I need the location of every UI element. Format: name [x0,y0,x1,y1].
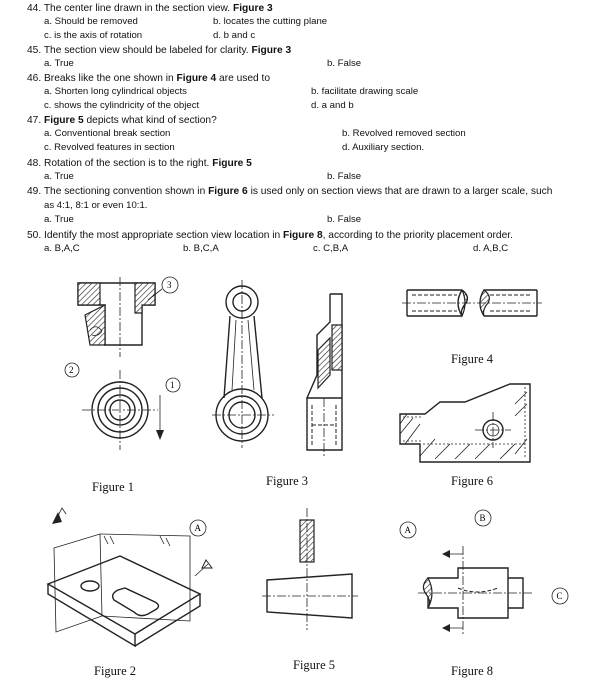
marker-2-label: 2 [69,365,74,375]
figure-1-drawing [60,275,180,465]
figure-5-drawing [262,508,362,633]
question-text: The center line drawn in the section view. [43,3,231,14]
option-50a[interactable]: a. B,A,C [44,243,80,254]
option-50c[interactable]: c. C,B,A [313,243,349,254]
question-47: 47. Figure 5 depicts what kind of section? [27,115,217,126]
option-47a[interactable]: a. Conventional break section [44,128,171,139]
option-44b[interactable]: b. locates the cutting plane [213,16,328,27]
option-46b[interactable]: b. facilitate drawing scale [311,86,419,97]
figure-6-caption: Figure 6 [451,474,494,488]
marker-3-label: 3 [167,280,172,290]
option-44d[interactable]: d. b and c [213,30,256,41]
figure-4-drawing [402,284,542,324]
option-46a[interactable]: a. Shorten long cylindrical objects [44,86,187,97]
marker-A-fig8-label: A [404,525,411,535]
figure-2-drawing [40,506,220,656]
question-48: 48. Rotation of the section is to the right. Figure 5 [27,158,252,169]
option-44c[interactable]: c. is the axis of rotation [44,30,143,41]
option-47c[interactable]: c. Revolved features in section [44,142,175,153]
option-48a[interactable]: a. True [44,171,74,182]
option-44a[interactable]: a. Should be removed [44,16,138,27]
option-47d[interactable]: d. Auxiliary section. [342,142,425,153]
marker-B-fig8-label: B [479,513,486,523]
figure-8-caption: Figure 8 [451,664,494,678]
option-46d[interactable]: d. a and b [311,100,354,111]
question-45: 45. The section view should be labeled for clarity. Figure 3 [27,45,292,56]
marker-C-fig8-label: C [556,591,563,601]
figure-6-drawing [395,384,535,474]
figure-8-drawing [398,508,578,638]
option-49a[interactable]: a. True [44,214,74,225]
option-45a[interactable]: a. True [44,58,74,69]
option-46c[interactable]: c. shows the cylindricity of the object [44,100,200,111]
question-50: 50. Identify the most appropriate section view location in Figure 8, according to the priority placement order. [27,230,513,241]
option-45b[interactable]: b. False [327,58,362,69]
figure-1-caption: Figure 1 [92,480,135,494]
figure-3-drawing [212,280,362,460]
figure-5-caption: Figure 5 [293,658,336,672]
question-49-line2: as 4:1, 8:1 or even 10:1. [44,200,148,211]
option-48b[interactable]: b. False [327,171,362,182]
question-46: 46. Breaks like the one shown in Figure 4 are used to [27,73,271,84]
option-49b[interactable]: b. False [327,214,362,225]
figure-2-caption: Figure 2 [94,664,137,678]
question-44 [27,2,273,15]
question-number: 44. [27,3,42,14]
marker-1-label: 1 [170,380,175,390]
option-47b[interactable]: b. Revolved removed section [342,128,466,139]
option-50d[interactable]: d. A,B,C [473,243,509,254]
figure-3-caption: Figure 3 [266,474,309,488]
marker-A-fig2-label: A [194,523,201,533]
figure-reference: Figure 3 [232,3,273,14]
question-49: 49. The sectioning convention shown in Figure 6 is used only on section views that are drawn to a larger scale, such [27,186,553,197]
option-50b[interactable]: b. B,C,A [183,243,219,254]
figure-4-caption: Figure 4 [451,352,494,366]
